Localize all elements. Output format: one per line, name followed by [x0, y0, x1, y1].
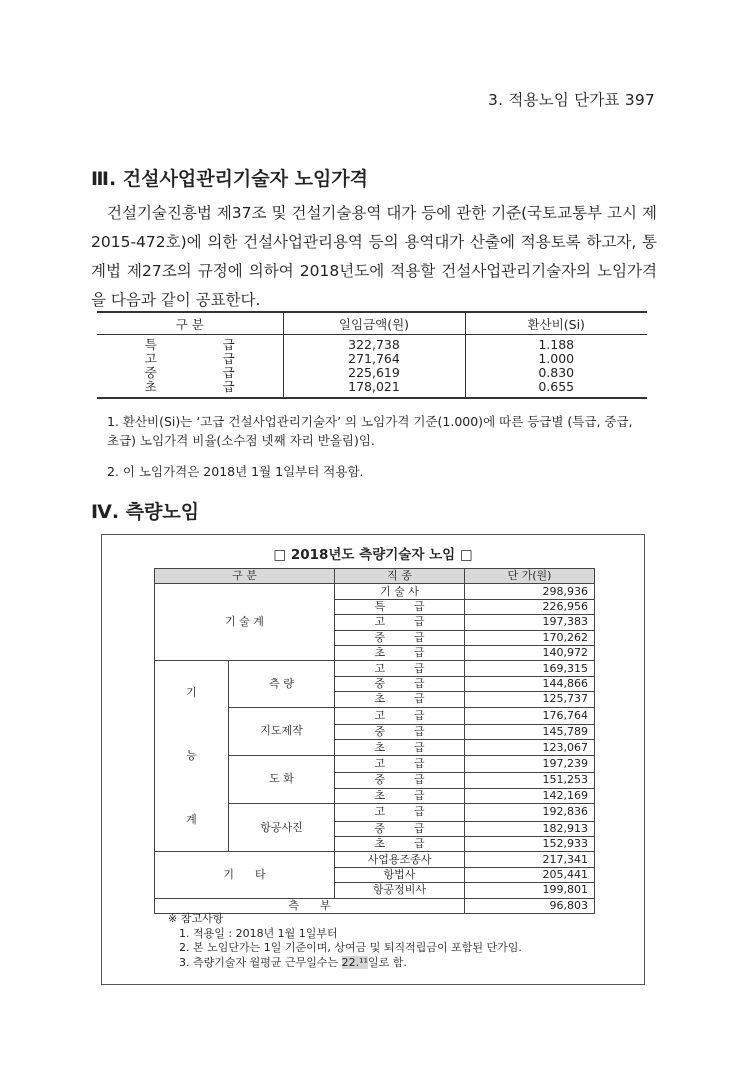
grade-char: 중	[374, 676, 386, 690]
price-value: 182,913	[465, 821, 595, 836]
price-value: 142,169	[465, 788, 595, 803]
table-row	[97, 335, 647, 353]
price-value: 217,341	[465, 852, 595, 867]
grade-char: 고	[374, 757, 386, 771]
grade-char: 급	[413, 725, 425, 739]
ratio-value: 0.655	[465, 380, 647, 398]
section-4-title: Ⅳ. 측량노임	[91, 501, 200, 523]
category-other: 기 타	[155, 852, 335, 898]
grade-char: 급	[222, 337, 235, 352]
price-value: 199,801	[465, 883, 595, 898]
grade-char: 초	[374, 740, 386, 754]
col-header-grade: 구 분	[97, 312, 283, 335]
grade-char: 초	[374, 692, 386, 706]
grade-char: 특	[144, 337, 157, 352]
job-name: 항법사	[335, 867, 465, 882]
grade-char: 급	[413, 708, 425, 722]
subcategory-survey: 측 량	[229, 661, 335, 707]
grade-char: 급	[413, 740, 425, 754]
note-1: 1. 환산비(Si)는 ‘고급 건설사업관리기술자’ 의 노임가격 기준(1.000)에 따른 등급별 (특급, 중급, 초급) 노임가격 비율(소수점 넷째 자리 반올림)임.	[107, 414, 633, 448]
skill-label-char: 계	[186, 812, 197, 826]
grade-char: 급	[413, 821, 425, 835]
grade-char: 급	[413, 805, 425, 819]
skill-label-char: 기	[186, 686, 197, 699]
wage-value: 178,021	[283, 380, 465, 398]
price-value: 170,262	[465, 630, 595, 645]
grade-char: 중	[374, 725, 386, 739]
price-value: 298,936	[465, 584, 595, 599]
subcategory-mapping: 지도제작	[229, 707, 335, 755]
price-value: 140,972	[465, 645, 595, 660]
subcategory-aerial-photo: 항공사진	[229, 804, 335, 852]
grade-char: 중	[374, 630, 386, 644]
category-tech: 기 술 계	[155, 584, 335, 661]
wage-value: 322,738	[283, 335, 465, 353]
grade-char: 고	[144, 351, 157, 366]
price-value: 125,737	[465, 692, 595, 707]
survey-table-header	[155, 569, 595, 584]
wage-table	[97, 311, 647, 399]
col-header-wage: 일임금액(원)	[283, 312, 465, 335]
grade-char: 고	[374, 805, 386, 819]
intro-paragraph	[91, 199, 657, 315]
table-row	[97, 366, 647, 380]
wage-table-header	[97, 312, 647, 335]
grade-char: 고	[374, 708, 386, 722]
grade-char: 중	[374, 821, 386, 835]
grade-char: 급	[413, 692, 425, 706]
grade-char: 고	[374, 615, 386, 629]
col-header-ratio: 환산비(Si)	[465, 312, 647, 335]
grade-char: 초	[144, 379, 157, 394]
grade-char: 급	[413, 788, 425, 802]
price-value: 169,315	[465, 661, 595, 676]
survey-box-title: □ 2018년도 측량기술자 노임 □	[273, 547, 473, 563]
survey-wage-table	[154, 568, 595, 914]
grade-char: 초	[374, 646, 386, 660]
job-name: 기 술 사	[335, 584, 465, 599]
wage-value: 225,619	[283, 366, 465, 380]
grade-char: 급	[413, 661, 425, 675]
price-value: 197,239	[465, 755, 595, 772]
price-value: 144,866	[465, 676, 595, 691]
grade-char: 급	[413, 599, 425, 613]
reference-item-text: 3. 측량기술자 월평균 근무일수는	[179, 955, 342, 969]
reference-item: 1. 적용일 : 2018년 1월 1일부터	[179, 926, 338, 940]
price-value: 192,836	[465, 804, 595, 822]
grade-char: 급	[413, 646, 425, 660]
grade-char: 급	[222, 351, 235, 366]
running-header: 3. 적용노임 단가표 397	[488, 91, 655, 109]
price-value: 151,253	[465, 773, 595, 788]
col-header-category: 구 분	[155, 569, 335, 584]
ratio-value: 1.000	[465, 352, 647, 366]
reference-notes	[168, 912, 522, 970]
price-value: 145,789	[465, 725, 595, 740]
grade-char: 초	[374, 788, 386, 802]
note-2: 2. 이 노임가격은 2018년 1월 1일부터 적용함.	[107, 464, 364, 479]
grade-char: 중	[144, 365, 157, 380]
reference-title: ※ 참고사항	[168, 912, 224, 925]
table-row	[97, 352, 647, 366]
table-row	[155, 584, 595, 599]
intro-text: 건설기술진흥법 제37조 및 건설기술용역 대가 등에 관한 기준(국토교통부 고시 제2015-472호)에 의한 건설사업관리용역 등의 용역대가 산출에 적용토록 하고자, 통계법 제27조의 규정에 의하여 2018년도에 적용할 건설사업관리기술자의 노임가격을 다음과 같이 공표한다.	[91, 204, 657, 309]
survey-wage-box	[101, 534, 645, 985]
ratio-value: 0.830	[465, 366, 647, 380]
price-value: 123,067	[465, 740, 595, 755]
table-row	[155, 661, 595, 676]
job-name: 항공정비사	[335, 883, 465, 898]
reference-item	[168, 956, 522, 971]
reference-item-text: 일로 함.	[367, 955, 407, 969]
grade-char: 급	[413, 773, 425, 787]
col-header-price: 단 가(원)	[465, 569, 595, 584]
grade-char: 급	[413, 676, 425, 690]
grade-char: 급	[413, 757, 425, 771]
ratio-value: 1.188	[465, 335, 647, 353]
grade-char: 고	[374, 661, 386, 675]
price-value: 226,956	[465, 599, 595, 614]
grade-char: 급	[222, 365, 235, 380]
grade-char: 급	[222, 379, 235, 394]
price-value: 197,383	[465, 615, 595, 630]
wage-value: 271,764	[283, 352, 465, 366]
table-row	[97, 380, 647, 398]
grade-char: 특	[374, 599, 386, 613]
category-skill	[155, 661, 229, 852]
job-name: 사업용조종사	[335, 852, 465, 867]
grade-char: 급	[413, 630, 425, 644]
subcategory-plotting: 도 화	[229, 755, 335, 803]
col-header-job: 직 종	[335, 569, 465, 584]
category-assistant: 측 부	[155, 898, 465, 913]
reference-item: 2. 본 노임단가는 1일 기준이며, 상여금 및 퇴직적립금이 포함된 단가임.	[179, 941, 522, 954]
price-value: 205,441	[465, 867, 595, 882]
skill-label-char: 능	[186, 749, 197, 763]
section-3-title: Ⅲ. 건설사업관리기술자 노임가격	[91, 168, 369, 190]
price-value: 176,764	[465, 707, 595, 724]
grade-char: 급	[413, 837, 425, 851]
grade-char: 급	[413, 615, 425, 629]
price-value: 96,803	[465, 898, 595, 913]
price-value: 152,933	[465, 836, 595, 851]
grade-char: 초	[374, 837, 386, 851]
table-row	[155, 852, 595, 867]
grade-char: 중	[374, 773, 386, 787]
highlighted-days: 22.¹¹	[341, 955, 368, 969]
